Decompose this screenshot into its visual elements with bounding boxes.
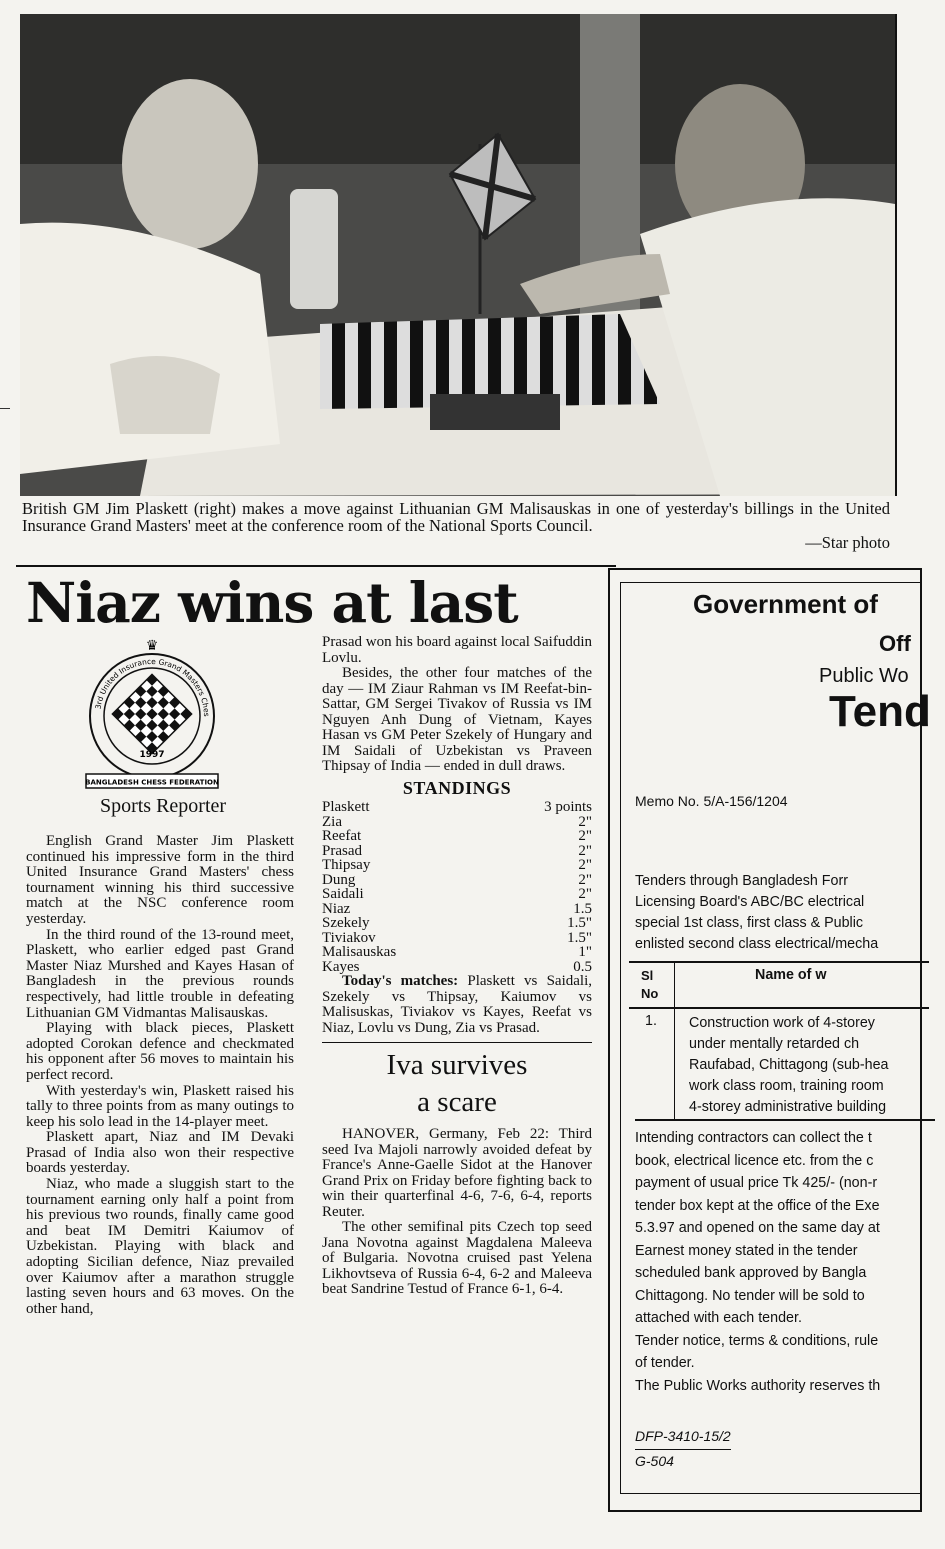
photo-caption — [22, 500, 890, 551]
ad-memo: Memo No. 5/A-156/1204 — [635, 793, 788, 809]
photo-credit: —Star photo — [805, 533, 890, 552]
ad-line-1: Government of — [693, 589, 878, 619]
standings-row: Malisauskas 1" — [322, 944, 592, 960]
caption-text: British GM Jim Plaskett (right) makes a move against Lithuanian GM Malisauskas in one of yesterday's billings in the United Insurance Grand Masters' meet at the conference room of the National Sports Council. — [22, 499, 890, 535]
ad-table — [629, 961, 929, 1121]
news-photo — [20, 14, 897, 496]
article-column-2 — [322, 635, 592, 1298]
chess-match-photo — [20, 14, 895, 496]
paragraph: Niaz, who made a sluggish start to the tournament earning only half a point from his previous two rounds, finally came good and beat IM Demitri Kaiumov of Uzbekistan. Playing with black and adopting Sicilian defence, Niaz prevailed over Kaiumov after a marathon struggle lasting seven hours and 63 moves. On the other hand, — [26, 1176, 294, 1317]
standings-row: Thipsay 2" — [322, 857, 592, 873]
todays-matches — [322, 974, 592, 1036]
ad-line-4: Tend — [829, 687, 931, 736]
standings-table — [322, 800, 592, 974]
standings-row: Tiviakov 1.5" — [322, 929, 592, 946]
svg-text:♛: ♛ — [145, 638, 159, 654]
todays-text: Plaskett vs Saidali, Szekely vs Thipsay, Kaiumov vs Malisuskas, Tiviakov vs Kayes, Reefat vs Niaz, Lovlu vs Dung, Zia vs Prasad. — [322, 973, 592, 1036]
paragraph: Plaskett apart, Niaz and IM Devaki Prasad of India also won their respective boards yesterday. — [26, 1129, 294, 1177]
crop-mark — [0, 408, 10, 409]
byline: Sports Reporter — [99, 795, 227, 817]
todays-label: Today's matches: — [342, 973, 459, 989]
standings-title: STANDINGS — [402, 777, 512, 798]
ad-line-2: Off — [879, 631, 911, 656]
ad-table-header — [629, 961, 929, 1009]
paragraph: The other semifinal pits Czech top seed Jana Novotna against Magdalena Maleeva of Bulgaria. Novotna cruised past Yelena Likhovtseva of Russia 6-4, 6-2 and Maleeva beat Sandrine Testud of France 6-1, 6-4. — [322, 1219, 592, 1297]
left-player-head — [122, 79, 258, 249]
paragraph: Prasad won his board against local Saifuddin Lovlu. — [322, 634, 592, 666]
standings-row: Reefat 2" — [322, 828, 592, 844]
paragraph: With yesterday's win, Plaskett raised his tally to three points from as many outings to keep his solo lead in the 14-player meet. — [26, 1082, 294, 1130]
logo-federation: BANGLADESH CHESS FEDERATION — [85, 778, 219, 787]
standings-row: Plaskett 3 points — [322, 799, 592, 815]
standings-row: Szekely 1.5" — [322, 915, 592, 931]
tournament-logo — [78, 636, 226, 792]
divider — [322, 1042, 592, 1043]
article-headline: Niaz wins at last — [26, 570, 518, 635]
paragraph: English Grand Master Jim Plaskett continued his impressive form in the third United Insurance Grand Masters' chess tournament winning his third successive match at the NSC conference room yesterday. — [26, 833, 294, 927]
ad-reference: DFP-3410-15/2 G-504 — [635, 1428, 731, 1469]
standings-row: Niaz 1.5 — [322, 900, 592, 917]
paragraph: Besides, the other four matches of the day — IM Ziaur Rahman vs IM Reefat-bin-Sattar, GM Sergei Tivakov of Russia vs IM Nguyen Anh Dung of Vietnam, Kayes Hasan vs GM Peter Szekely of Hungary and IM Saidali of Uzbekistan vs Praveen Thipsay of India — ended in dull draws. — [322, 665, 592, 774]
logo-ring-text: 3rd United Insurance Grand Masters Ches — [93, 656, 212, 717]
standings-row: Kayes 0.5 — [322, 958, 592, 975]
article-column-1 — [26, 834, 294, 1317]
ad-intro: Tenders through Bangladesh Forr Licensing Board's ABC/BC electrical special 1st class, first class & Public enlisted second class electrical/mecha — [635, 873, 879, 952]
ad-table-header-name: Name of w — [755, 967, 827, 983]
ad-line-3: Public Wo — [819, 665, 909, 687]
ad-table-row: 1. Construction work of 4-storey under mentally retarded ch Raufabad, Chittagong (sub-hea work class room, training room 4-storey administrative building — [629, 1009, 929, 1121]
paragraph: In the third round of the 13-round meet, Plaskett, who earlier edged past Grand Master Niaz Murshed and Kayes Hasan of Bangladesh in the previous rounds respectively, had little trouble in defeating Lithuanian GM Vidmantas Malisauskas. — [26, 926, 294, 1021]
water-bottle — [290, 189, 338, 309]
sidebar-headline: Iva survives a scare — [386, 1049, 528, 1118]
logo-year: 1997 — [139, 750, 165, 760]
tender-ad — [620, 582, 931, 1494]
chess-clock — [430, 394, 560, 430]
paragraph: HANOVER, Germany, Feb 22: Third seed Iva Majoli narrowly avoided defeat by France's Anne-Gaelle Sidot at the Hanover Grand Prix on Friday before fighting back to win their quarterfinal 4-6, 7-6, 6-4, reports Reuter. — [322, 1126, 592, 1220]
standings-row: Zia 2" — [322, 813, 592, 830]
ad-table-header-sl: Sl No — [629, 963, 675, 1007]
standings-row: Prasad 2" — [322, 842, 592, 859]
standings-row: Saidali 2" — [322, 886, 592, 902]
paragraph: Playing with black pieces, Plaskett adopted Corokan defence and checkmated his opponent after 56 moves to maintain his perfect record. — [26, 1020, 294, 1083]
ad-notes: Intending contractors can collect the t book, electrical licence etc. from the c payment of usual price Tk 425/- (non-r tender box kept at the office of the Exe 5.3.97 and opened on the same day at Earnest money stated in the tender scheduled bank approved by Bangla Chittagong. No tender will be sold to attached with each tender. Tender notice, terms & conditions, rule of tender. The Public Works authority reserves th — [635, 1119, 935, 1397]
standings-row: Dung 2" — [322, 871, 592, 888]
